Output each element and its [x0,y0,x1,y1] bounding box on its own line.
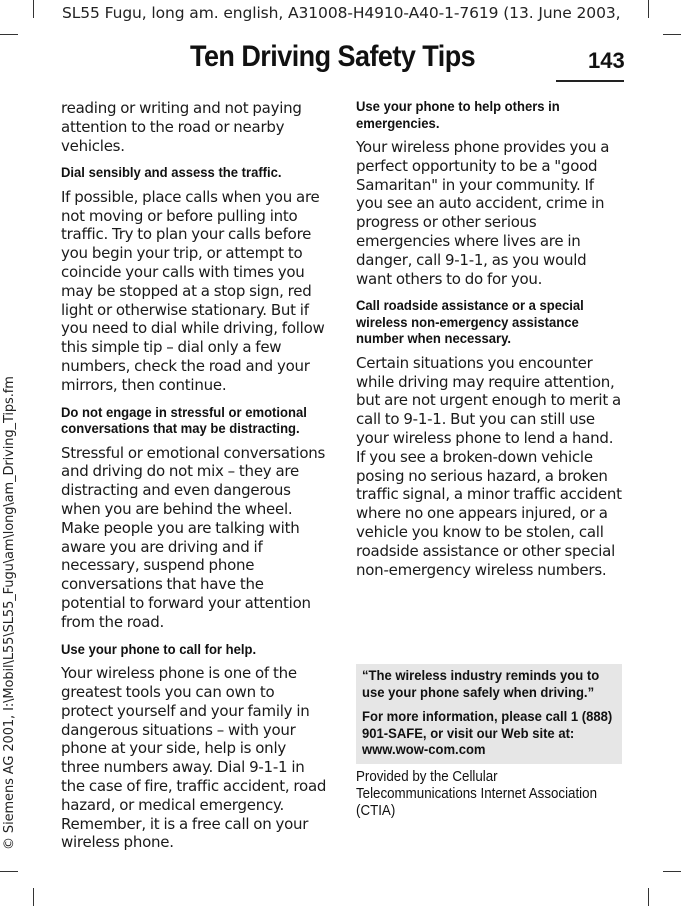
document-header: SL55 Fugu, long am. english, A31008-H4910-A40-1-7619 (13. June 2003, [62,4,621,22]
safety-reminder-box [356,664,622,764]
tip-heading: Call roadside assistance or a special wireless non-emergency assistance number when necessary. [356,298,584,348]
paragraph: Certain situations you encounter while driving may require attention, but are not urgent enough to merit a call to 9-1-1. But you can still use your wireless phone to lend a hand. If you see a broken-down vehicle posing no serious hazard, a broken traffic signal, a minor traffic accident where no one appears injured, or a vehicle you know to be stolen, call roadside assistance or other special non-emergency wireless numbers. [356,353,622,579]
tip-heading: Use your phone to help others in emergencies. [356,99,560,132]
right-column [356,99,624,589]
crop-mark [663,871,681,872]
tip-heading: Dial sensibly and assess the traffic. [61,165,282,182]
crop-mark [0,34,18,35]
crop-mark [0,871,18,872]
paragraph: Your wireless phone is one of the greatest tools you can own to protect yourself and your family in dangerous situations – with your phone at your side, help is only three numbers away. Dial 9-1-1 in the case of fire, traffic accident, road hazard, or medical emergency. Remember, it is a free call on your wireless phone. [61,664,327,852]
crop-mark [648,888,649,906]
page-number-rule [556,80,624,82]
source-credit: Provided by the Cellular Telecommunications Internet Association (CTIA) [356,769,597,819]
file-path-note: © Siemens AG 2001, I:\Mobil\L55\SL55_Fugu\am\long\am_Driving_Tips.fm [2,376,17,850]
crop-mark [33,0,34,18]
paragraph: If possible, place calls when you are not moving or before pulling into traffic. Try to plan your calls before you begin your trip, or attempt to coincide your calls with times you may be stopped at a stop sign, red light or otherwise stationary. But if you need to dial while driving, follow this simple tip – dial only a few numbers, check the road and your mirrors, then continue. [61,187,325,394]
crop-mark [33,888,34,906]
contact-info: For more information, please call 1 (888) 901-SAFE, or visit our Web site at: www.wow-com.com [362,709,613,758]
industry-quote: “The wireless industry reminds you to use your phone safely when driving.” [362,668,600,701]
paragraph: Stressful or emotional conversations and driving do not mix – they are distracting and even dangerous when you are behind the wheel. Make people you are talking with aware you are driving and if necessary, suspend phone conversations that have the potential to forward your attention from the road. [61,443,326,631]
tip-heading: Use your phone to call for help. [61,641,257,658]
page-number: 143 [588,48,625,73]
crop-mark [663,34,681,35]
page-title: Ten Driving Safety Tips [190,40,476,73]
tip-heading: Do not engage in stressful or emotional conversations that may be distracting. [61,404,307,438]
left-column [61,99,327,862]
paragraph: Your wireless phone provides you a perfect opportunity to be a "good Samaritan" in your community. If you see an auto accident, crime in progress or other serious emergencies where lives are in danger, call 9-1-1, as you would want others to do for you. [356,138,610,288]
paragraph: reading or writing and not paying attention to the road or nearby vehicles. [61,99,302,155]
